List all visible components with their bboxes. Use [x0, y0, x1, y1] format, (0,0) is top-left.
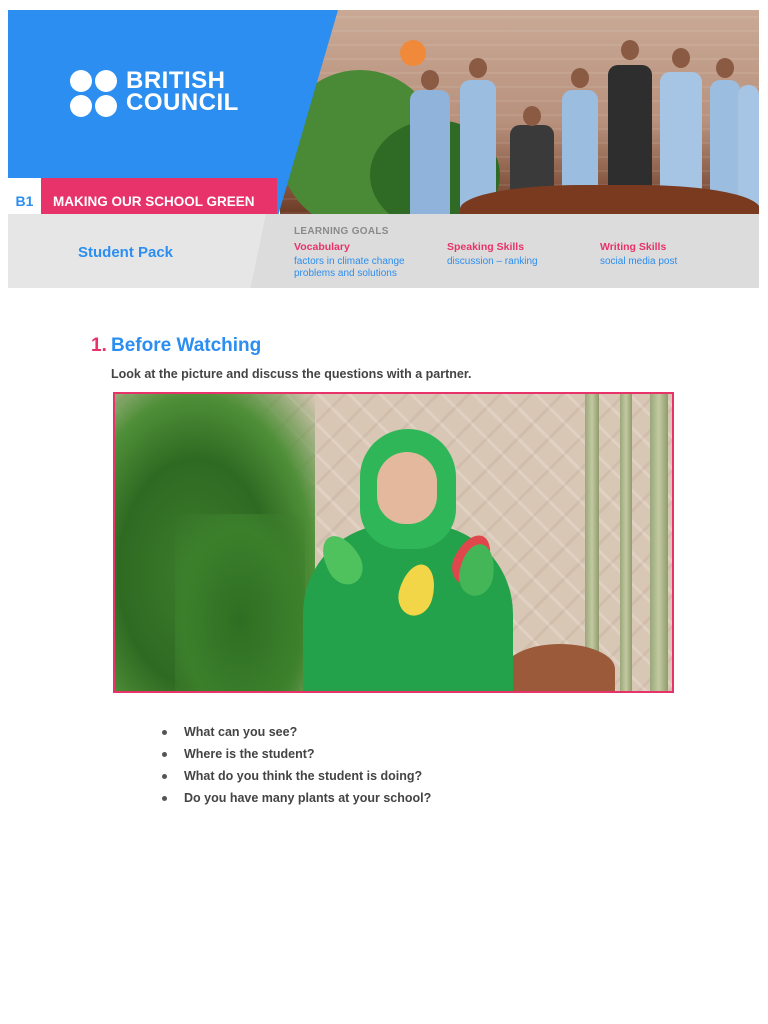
goal-description: social media post — [600, 256, 678, 267]
level-badge: B1 — [8, 178, 41, 224]
list-item: What do you think the student is doing? — [160, 766, 431, 788]
section-number: 1. — [91, 335, 107, 356]
student-head — [672, 48, 690, 68]
student-face — [377, 452, 437, 524]
goal-description: factors in climate change problems and solutions — [294, 256, 405, 279]
orange-flower — [400, 40, 426, 66]
unit-title: MAKING OUR SCHOOL GREEN — [41, 178, 277, 224]
goal-speaking — [447, 241, 538, 268]
goal-title: Vocabulary — [294, 241, 350, 253]
student-head — [469, 58, 487, 78]
discussion-questions — [160, 722, 431, 810]
student-pack-label: Student Pack — [78, 244, 174, 261]
goal-writing — [600, 241, 677, 268]
goal-title: Speaking Skills — [447, 241, 525, 253]
student-in-garden-photo — [113, 392, 674, 693]
instruction-text: Look at the picture and discuss the questions with a partner. — [111, 367, 472, 381]
bamboo-stalk — [650, 394, 668, 691]
header-banner — [8, 10, 759, 288]
soil-bed — [460, 185, 759, 214]
student-head — [716, 58, 734, 78]
student-head — [571, 68, 589, 88]
learning-goals-bar — [8, 214, 759, 288]
student-figure — [738, 85, 759, 214]
logo-wordmark: BRITISH COUNCIL — [126, 67, 239, 116]
list-item: What can you see? — [160, 722, 431, 744]
bamboo-stalk — [620, 394, 632, 691]
list-item: Where is the student? — [160, 744, 431, 766]
student-head — [523, 106, 541, 126]
british-council-logo — [70, 67, 250, 120]
goal-vocabulary — [294, 241, 405, 280]
learning-goals-heading: LEARNING GOALS — [294, 226, 389, 237]
goal-title: Writing Skills — [600, 241, 667, 253]
student-figure — [410, 90, 450, 214]
plant-pot — [505, 644, 615, 693]
goal-description: discussion – ranking — [447, 256, 538, 267]
logo-dots-icon — [70, 70, 118, 118]
leafy-plant — [175, 514, 305, 691]
students-planting-photo — [280, 10, 759, 214]
student-head — [421, 70, 439, 90]
section-title: Before Watching — [111, 335, 262, 356]
student-head — [621, 40, 639, 60]
list-item: Do you have many plants at your school? — [160, 788, 431, 810]
